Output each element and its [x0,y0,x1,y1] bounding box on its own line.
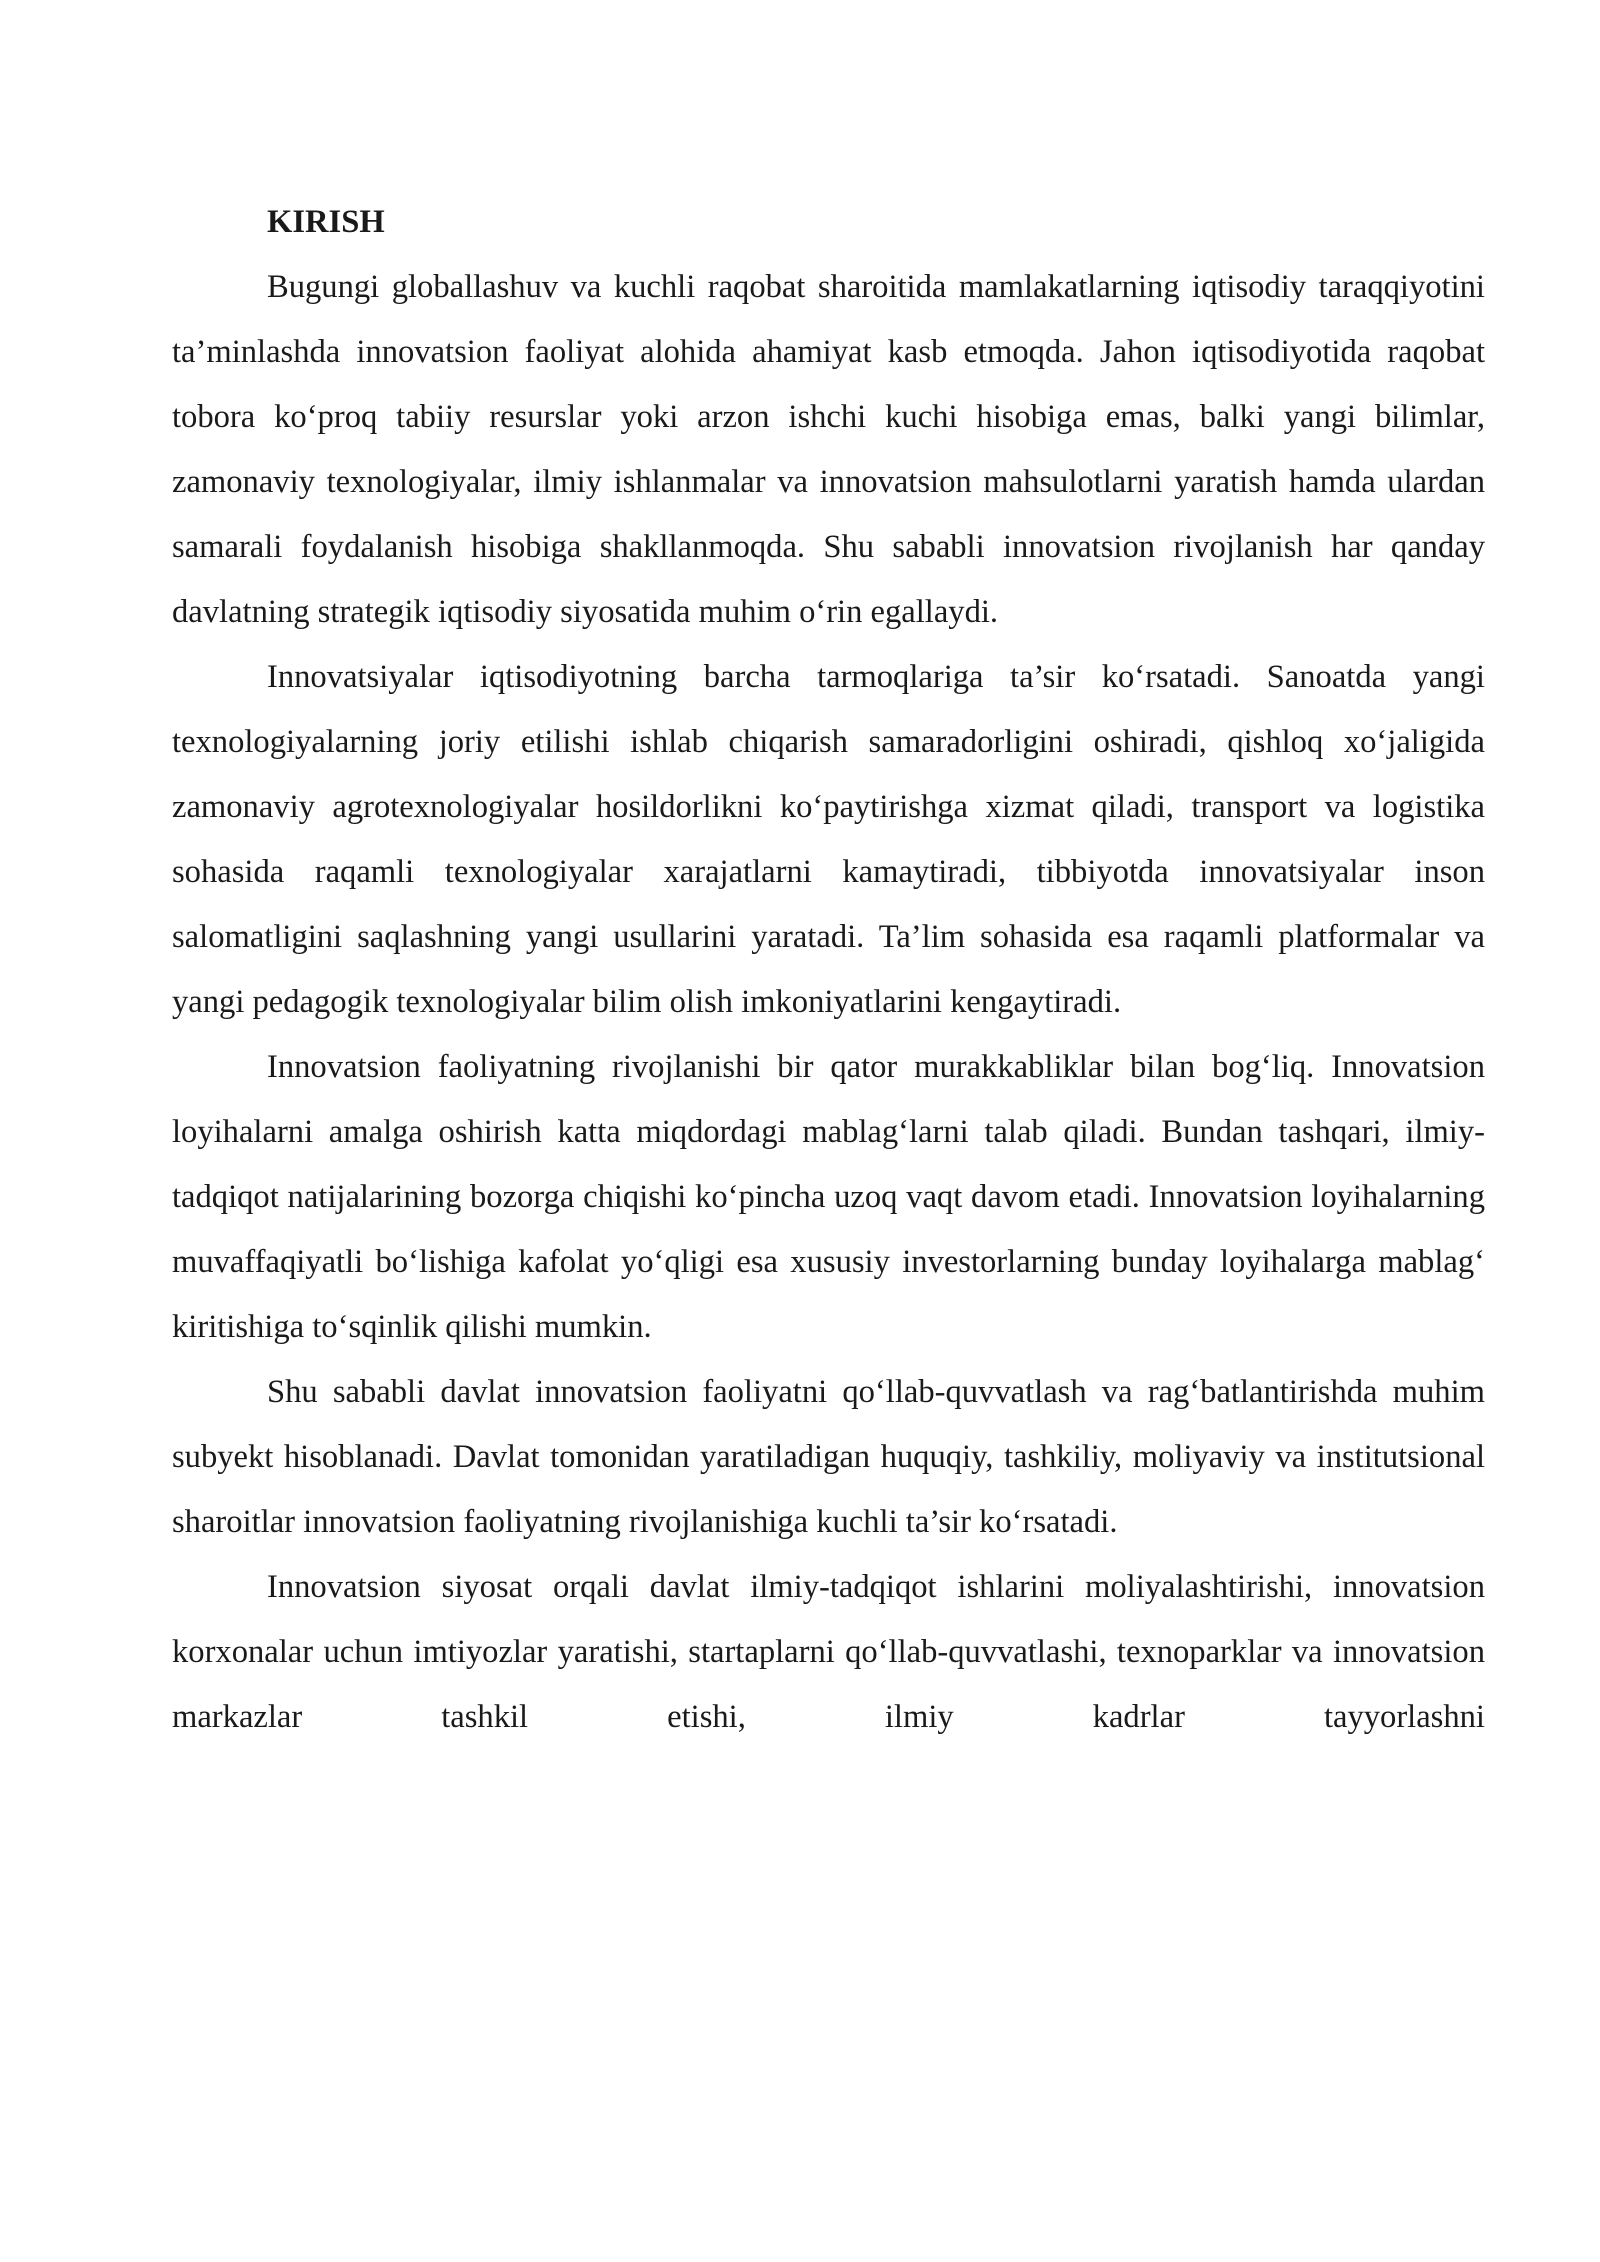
section-heading: KIRISH [267,204,385,240]
paragraph-1: Bugungi globallashuv va kuchli raqobat sharoitida mamlakatlarning iqtisodiy taraqqiyotini ta’minlashda innovatsion faoliyat alohida ahamiyat kasb etmoqda. Jahon iqtisodiyotida raqobat tobora ko‘proq tabiiy resurslar yoki arzon ishchi kuchi hisobiga emas, balki yangi bilimlar, zamonaviy texnologiyalar, ilmiy ishlanmalar va innovatsion mahsulotlarni yaratish hamda ulardan samarali foydalanish hisobiga shakllanmoqda. Shu sababli innovatsion rivojlanish har qanday davlatning strategik iqtisodiy siyosatida muhim o‘rin egallaydi. [172,269,1485,630]
paragraph-3: Innovatsion faoliyatning rivojlanishi bir qator murakkabliklar bilan bog‘liq. Innovatsion loyihalarni amalga oshirish katta miqdordagi mablag‘larni talab qiladi. Bundan tashqari, ilmiy-tadqiqot natijalarining bozorga chiqishi ko‘pincha uzoq vaqt davom etadi. Innovatsion loyihalarning muvaffaqiyatli bo‘lishiga kafolat yo‘qligi esa xususiy investorlarning bunday loyihalarga mablag‘ kiritishiga to‘sqinlik qilishi mumkin. [172,1049,1485,1345]
paragraph-2: Innovatsiyalar iqtisodiyotning barcha tarmoqlariga ta’sir ko‘rsatadi. Sanoatda yangi texnologiyalarning joriy etilishi ishlab chiqarish samaradorligini oshiradi, qishloq xo‘jaligida zamonaviy agrotexnologiyalar hosildorlikni ko‘paytirishga xizmat qiladi, transport va logistika sohasida raqamli texnologiyalar xarajatlarni kamaytiradi, tibbiyotda innovatsiyalar inson salomatligini saqlashning yangi usullarini yaratadi. Ta’lim sohasida esa raqamli platformalar va yangi pedagogik texnologiyalar bilim olish imkoniyatlarini kengaytiradi. [172,659,1485,1020]
paragraph-4: Shu sababli davlat innovatsion faoliyatni qo‘llab-quvvatlash va rag‘batlantirishda muhim subyekt hisoblanadi. Davlat tomonidan yaratiladigan huquqiy, tashkiliy, moliyaviy va institutsional sharoitlar innovatsion faoliyatning rivojlanishiga kuchli ta’sir ko‘rsatadi. [172,1374,1485,1540]
document-page [172,190,1485,1750]
paragraph-5: Innovatsion siyosat orqali davlat ilmiy-tadqiqot ishlarini moliyalashtirishi, innovatsion korxonalar uchun imtiyozlar yaratishi, startaplarni qo‘llab-quvvatlashi, texnoparklar va innovatsion markazlar tashkil etishi, ilmiy kadrlar tayyorlashni [172,1569,1485,1735]
